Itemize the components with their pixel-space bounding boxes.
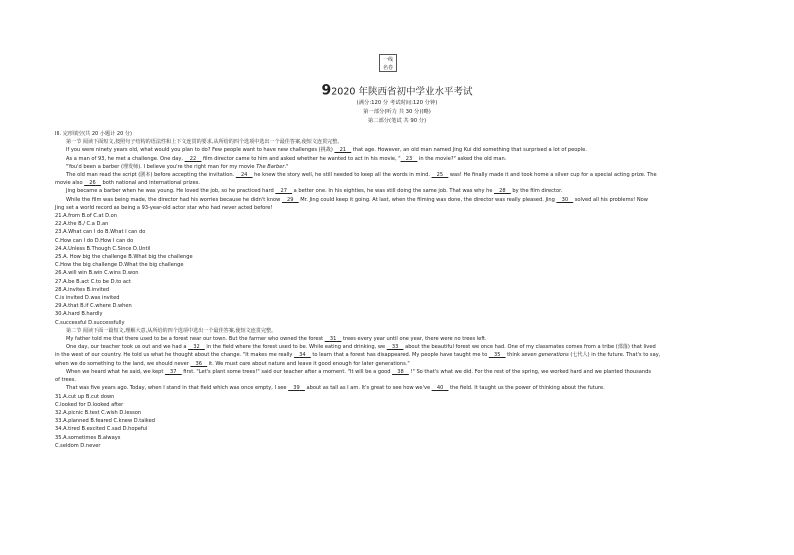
blank-28: __28__ [494,188,511,195]
option-28a: 28.A.invites B.invited [55,286,110,293]
part1-paragraph-4: The old man read the script (剧本) before accepting the invitation. __24__ he knew the story well, he still needed to keep all the words in mind. __25__ was! He finally made it and took home a silver cup for a special acting prize. The [66,172,657,179]
stamp-line-1: 一线 [382,57,393,63]
option-24: 24.A.Unless B.Though C.Since D.Until [55,245,151,252]
stamp-line-2: 名卷 [382,65,393,71]
option-30b: C.successful D.successfully [55,319,125,326]
exam-meta-score: (满分:120 分 考试时间:120 分钟) [356,100,438,106]
option-21: 21.A.from B.of C.at D.on [55,213,118,220]
option-23b: C.How can I do D.How I can do [55,237,134,244]
option-31b: C.looked for D.looked after [55,401,124,408]
option-25b: C.How the big challenge D.What the big challenge [55,262,184,269]
part1-paragraph-2: As a man of 93, he met a challenge. One day, __22__ film director came to him and asked whether he wanted to act in his movie, "__23__ in the movie?" asked the old man. [66,155,507,162]
blank-36: __36__ [190,360,208,367]
part2-instruction: 第二节 阅读下面一篇短文,理解大意,从所给的四个选项中选出一个最佳答案,使短文连贯完整。 [66,327,277,334]
blank-27: __27__ [275,188,293,195]
exam-meta-part1: 第一部分(听力 共 30 分)(略) [363,109,431,115]
option-23a: 23.A.What can I do B.What I can do [55,229,146,236]
blank-37: __37__ [164,368,182,375]
exam-meta-part2: 第二部分(笔试 共 90 分) [367,118,427,124]
option-27: 27.A.be B.act C.to be D.to act [55,278,131,285]
title-text: 2020 年陕西省初中学业水平考试 [331,86,473,98]
part2-paragraph-2-cont-2: when we do something to the land, we should never __36__ it. We must care about nature and leave it good enough for later generations." [55,360,410,367]
blank-32: __32__ [188,344,205,351]
option-30a: 30.A.hard B.hardly [55,311,103,318]
blank-31: __31__ [324,336,342,343]
option-29: 29.A.that B.if C.where D.when [55,303,132,310]
part1-paragraph-3: "You'd been a barber (理发师). I believe you're the right man for my movie The Barber." [66,163,289,170]
part1-paragraph-6-cont: Jing set a world record as being a 93-year-old actor star who had never acted before! [55,204,273,211]
option-25a: 25.A. How big the challenge B.What big the challenge [55,254,193,261]
option-33: 33.A.planned B.feared C.knew D.talked [55,418,155,425]
part2-paragraph-1: My father told me that there used to be a forest near our town. But the farmer who owned the forest __31__ trees every year until one year, there were no trees left. [66,336,487,343]
exam-body [55,130,745,450]
part2-paragraph-3: When we heard what he said, we kept __37__ first. "Let's plant some trees!" said our teacher after a moment. "It will be a good __38__ !" So that's what we did. For the rest of the spring, we worked hard and we planted thousands [66,368,651,375]
part2-paragraph-2: One day, our teacher took us out and we had a __32__ in the field where the forest used to be. While eating and drinking, we __33__ about the beautiful forest we once had. One of my classmates comes from a tribe (部落) that lived [66,344,656,351]
option-35b: C.seldom D.never [55,442,101,449]
blank-38: __38__ [392,368,409,375]
blank-21: __21__ [334,147,352,154]
part1-paragraph-6: While the film was being made, the director had his worries because he didn't know __29__ Mr. Jing could keep it going. At last, when the filming was done, the director was really pleased. Jing __30__ solved all his problems! Now [66,196,648,203]
blank-29: __29__ [281,196,299,203]
blank-26: __26__ [84,180,101,187]
blank-24: __24__ [235,172,253,179]
part1-instruction: 第一节 阅读下面短文,按照句子结构的语法性和上下文连贯的要求,从所给的四个选项中选出一个最佳答案,使短文连贯完整。 [66,139,343,146]
blank-30: __30__ [556,196,574,203]
option-31a: 31.A.cut up B.cut down [55,393,115,400]
title-number: 9 [321,82,332,99]
blank-35: __35__ [488,352,506,359]
part1-paragraph-4-cont: movie also __26__ both national and international prizes. [55,180,201,187]
part2-paragraph-4: That was five years ago. Today, when I stand in that field which was once empty, I see __39__ about as tall as I am. It's great to see how we've __40__ the field. It taught us the power of thinking about the future. [66,385,605,392]
blank-39: __39__ [288,385,305,392]
blank-22: __22__ [184,155,202,162]
option-35a: 35.A.sometimes B.always [55,434,121,441]
part1-paragraph-5: Jing became a barber when he was young. He loved the job, so he practiced hard __27__ a better one. In his eighties, he was still doing the same job. That was why he __28__ by the film director. [66,188,563,195]
option-34: 34.A.tired B.excited C.sad D.hopeful [55,426,148,433]
blank-33: __33__ [386,344,404,351]
option-22: 22.A.the B./ C.a D.an [55,221,109,228]
part1-paragraph-1: If you were ninety years old, what would you plan to do? Few people want to have new challenges (挑战) __21__ that age. However, an old man named Jing Kui did something that surprised a lot of people. [66,147,587,154]
part2-paragraph-2-cont-1: in the west of our country. He told us what he thought about the change. "It makes me really __34__ to learn that a forest has disappeared. My people have taught me to __35__ think seven generations (七代人) in the future. That's to say, [55,352,661,359]
stamp-seal [379,54,397,72]
blank-25: __25__ [431,172,449,179]
blank-40: __40__ [431,385,449,392]
option-32: 32.A.picnic B.test C.wish D.lesson [55,409,142,416]
part2-paragraph-3-cont: of trees. [55,377,77,384]
blank-23: __23__ [400,155,418,162]
option-28b: C.is invited D.was invited [55,295,120,302]
blank-34: __34__ [294,352,311,359]
section-heading: III. 完形填空(共 20 小题计 20 分) [55,131,133,137]
exam-title [0,80,794,99]
option-26: 26.A.will win B.win C.wins D.won [55,270,139,277]
